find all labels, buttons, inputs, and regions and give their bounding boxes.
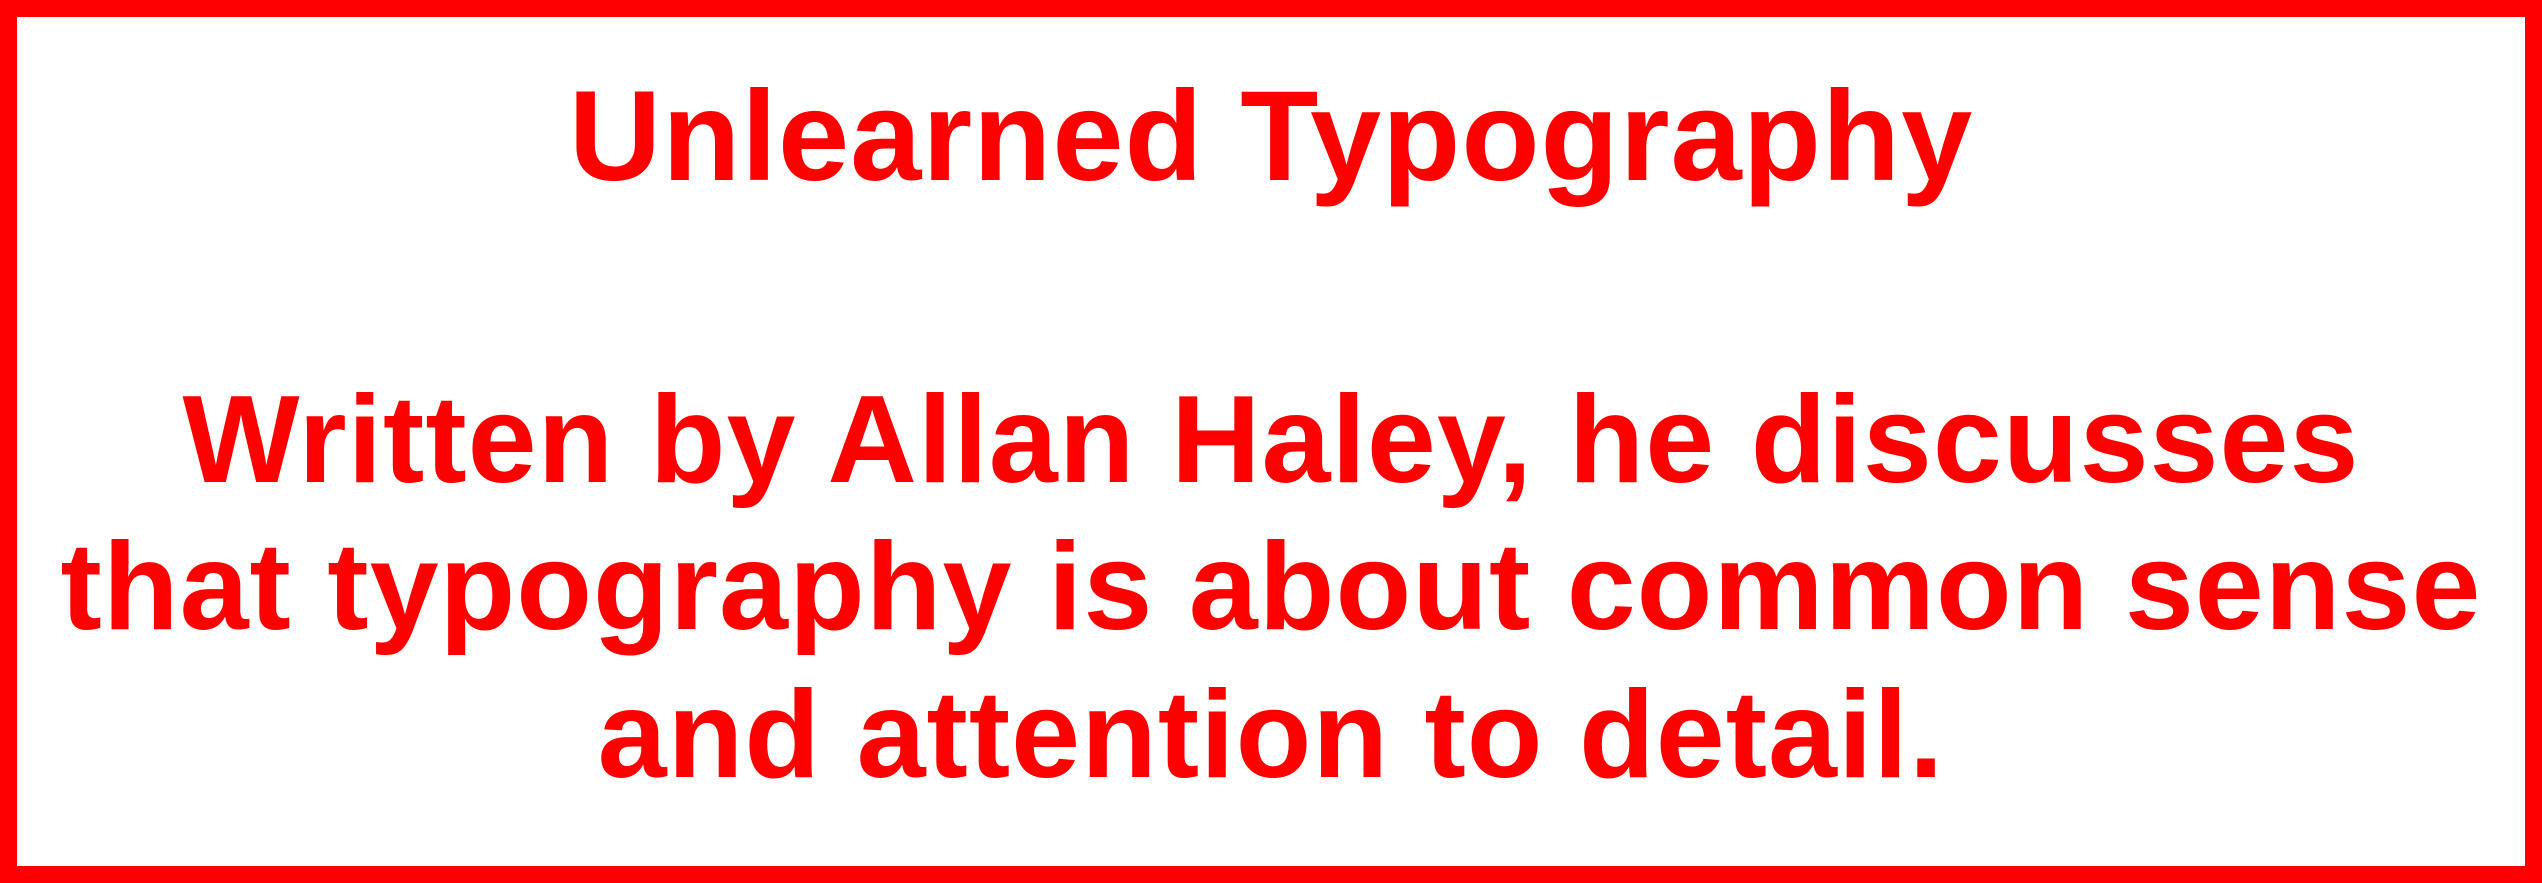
page-title: Unlearned Typography (568, 65, 1974, 208)
description-line-2: that typography is about common sense (60, 518, 2482, 656)
description-line-3: and attention to detail. (597, 666, 1945, 804)
description-line-1: Written by Allan Haley, he discusses (182, 371, 2360, 509)
